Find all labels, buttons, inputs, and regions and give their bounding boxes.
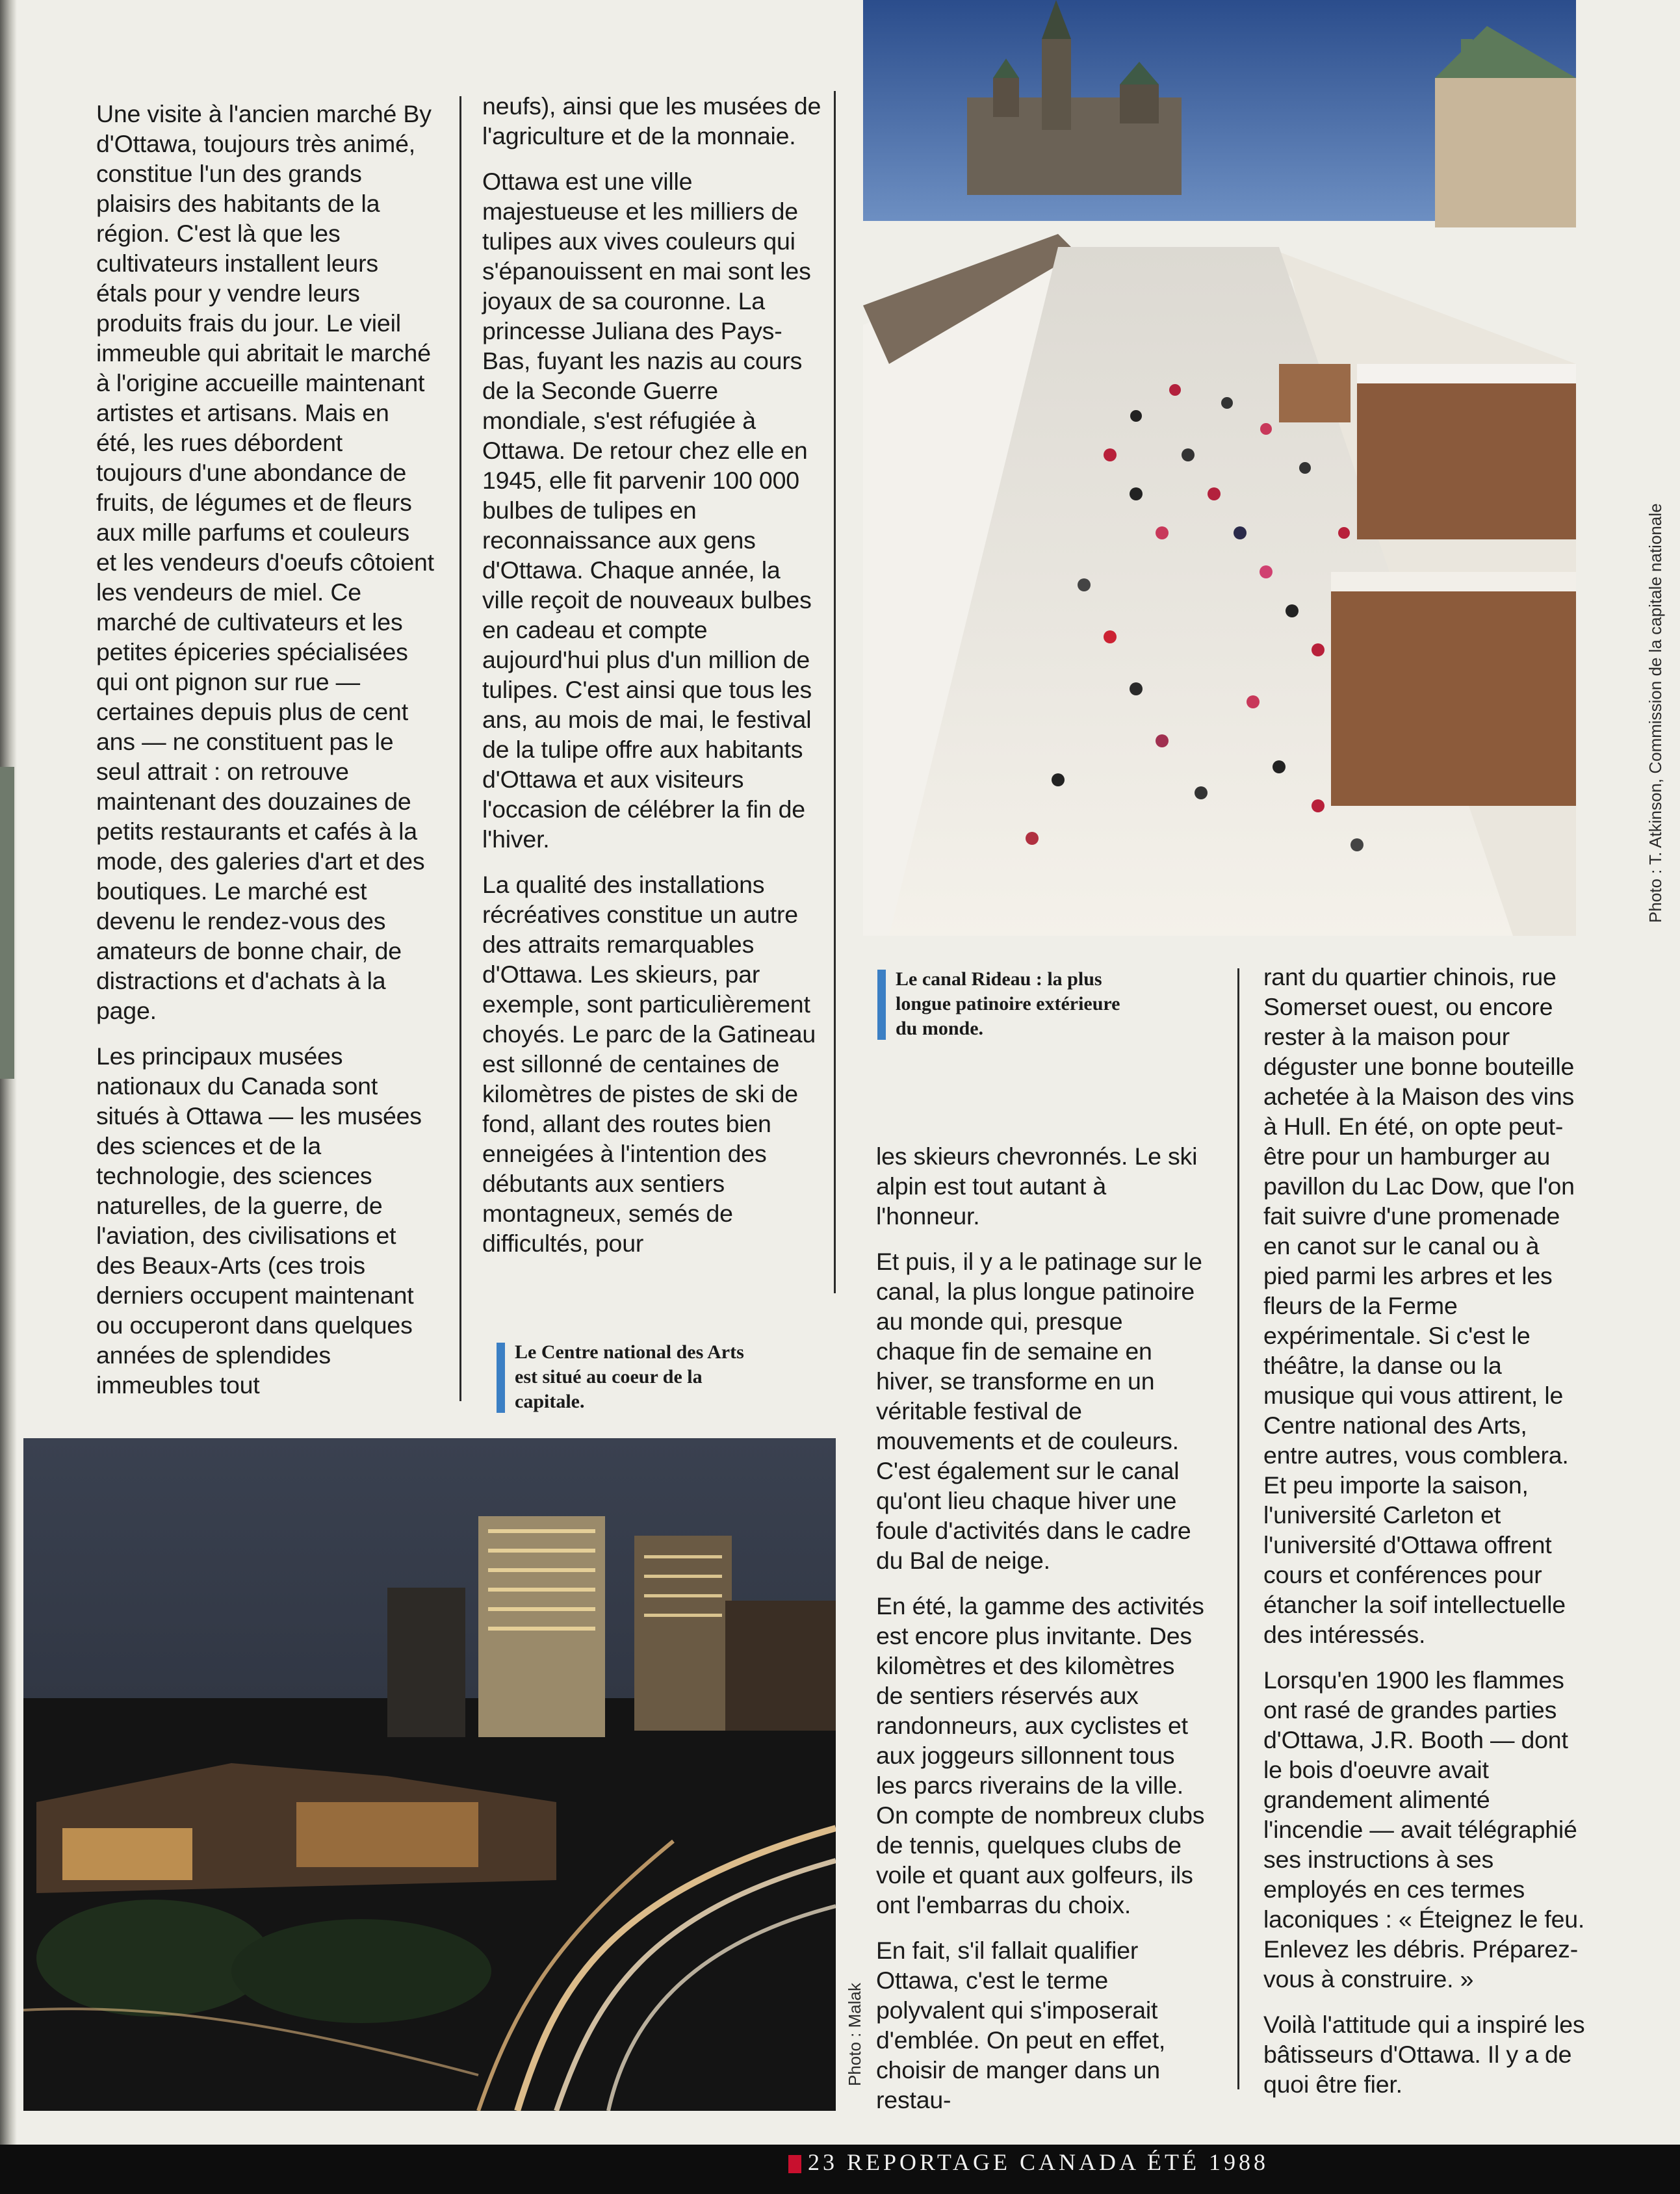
column-rule bbox=[1237, 968, 1239, 2089]
caption-bar bbox=[877, 970, 886, 1040]
paragraph: rant du quartier chinois, rue Somerset ouest, ou encore rester à la maison pour déguster une bonne bouteille achetée à la Maison des vins à Hull. En été, on opte peut-être pour un hamburger au pavillon du Lac Dow, que l'on fait suivre d'une promenade en canot sur le canal ou à pied parmi les arbres et les fleurs de la Ferme expérimentale. Si c'est le théâtre, la danse ou la musique qui vous attirent, le Centre national des Arts, entre autres, vous comblera. Et peu importe la saison, l'université Carleton et l'université d'Ottawa offrent cours et conférences pour étancher la soif intellectuelle des intéressés. bbox=[1263, 963, 1575, 1648]
paragraph: Et puis, il y a le patinage sur le canal, la plus longue patinoire au monde qui, presque chaque fin de semaine en hiver, se transforme en un véritable festival de mouvements et de couleurs. C'est également sur le canal qu'ont lieu chaque hiver une foule d'activités dans le cadre du Bal de neige. bbox=[876, 1248, 1202, 1574]
paragraph: Une visite à l'ancien marché By d'Ottawa, toujours très animé, constitue l'un des grands plaisirs des habitants de la région. C'est là que les cultivateurs installent leurs étals pour y vendre leurs produits frais du jour. Le vieil immeuble qui abritait le marché à l'origine accueille maintenant artistes et artisans. Mais en été, les rues débordent toujours d'une abondance de fruits, de légumes et de fleurs aux mille parfums et couleurs et les vendeurs d'oeufs côtoient les vendeurs de miel. Ce marché de cultivateurs et les petites épiceries spécialisées qui ont pignon sur rue — certaines depuis plus de cent ans — ne constituent pas le seul attrait : on retrouve maintenant des douzaines de petits restaurants et cafés à la mode, des galeries d'art et des boutiques. Le marché est devenu le rendez-vous des amateurs de bonne chair, de distractions et d'achats à la page. bbox=[96, 100, 434, 1024]
paragraph: les skieurs chevronnés. Le ski alpin est tout autant à l'honneur. bbox=[876, 1142, 1198, 1230]
caption-text: Le Centre national des Arts est situé au coeur de la capitale. bbox=[515, 1341, 744, 1412]
night-city-photo-graphic bbox=[23, 1438, 836, 2111]
previous-page-bleed bbox=[0, 767, 14, 1079]
paragraph: La qualité des installations récréatives constitue un autre des attraits remarquables d'Ottawa. Les skieurs, par exemple, sont particulièrement choyés. Le parc de la Gatineau est sillonné de centaines de kilomètres de pistes de ski de fond, allant des routes bien enneigées à l'intention des débutants aux sentiers montagneux, semés de difficultés, pour bbox=[482, 871, 816, 1257]
footer-red-mark bbox=[788, 2155, 801, 2173]
photo-credit-centre: Photo : Malak bbox=[845, 1983, 864, 2086]
paragraph: neufs), ainsi que les musées de l'agriculture et de la monnaie. bbox=[482, 92, 821, 149]
photo-caption-canal bbox=[877, 967, 1136, 1041]
caption-text: Le canal Rideau : la plus longue patinoire extérieure du monde. bbox=[896, 968, 1120, 1039]
caption-bar bbox=[497, 1343, 505, 1413]
column-rule bbox=[834, 91, 836, 1293]
article-column-2 bbox=[482, 91, 823, 1274]
photo-rideau-canal bbox=[863, 0, 1576, 936]
photo-credit-canal: Photo : T. Atkinson, Commission de la capitale nationale bbox=[1646, 503, 1665, 923]
paragraph: Voilà l'attitude qui a inspiré les bâtisseurs d'Ottawa. Il y a de quoi être fier. bbox=[1263, 2011, 1585, 2098]
magazine-title: REPORTAGE CANADA ÉTÉ 1988 bbox=[847, 2149, 1269, 2175]
page-number: 23 bbox=[808, 2149, 838, 2175]
column-rule bbox=[459, 96, 461, 1401]
page-footer bbox=[0, 2145, 1680, 2194]
page-spine bbox=[0, 0, 17, 2194]
article-column-3 bbox=[876, 1141, 1208, 2130]
footer-text bbox=[808, 2149, 1269, 2176]
article-column-1 bbox=[96, 99, 434, 1415]
paragraph: En fait, s'il fallait qualifier Ottawa, c'est le terme polyvalent qui s'imposerait d'emblée. On peut en effet, choisir de manger dans un restau- bbox=[876, 1937, 1166, 2113]
paragraph: En été, la gamme des activités est encore plus invitante. Des kilomètres et des kilomètres de sentiers réservés aux randonneurs, aux cyclistes et aux joggeurs sillonnent tous les parcs riverains de la ville. On compte de nombreux clubs de tennis, quelques clubs de voile et quant aux golfeurs, ils ont l'embarras du choix. bbox=[876, 1592, 1205, 1918]
canal-photo-graphic bbox=[863, 0, 1576, 936]
paragraph: Ottawa est une ville majestueuse et les milliers de tulipes aux vives couleurs qui s'épanouissent en mai sont les joyaux de sa couronne. La princesse Juliana des Pays-Bas, fuyant les nazis au cours de la Seconde Guerre mondiale, s'est réfugiée à Ottawa. De retour chez elle en 1945, elle fit parvenir 100 000 bulbes de tulipes en reconnaissance aux gens d'Ottawa. Chaque année, la ville reçoit de nouveaux bulbes en cadeau et compte aujourd'hui plus d'un million de tulipes. C'est ainsi que tous les ans, au mois de mai, le festival de la tulipe offre aux habitants d'Ottawa et aux visiteurs l'occasion de célébrer la fin de l'hiver. bbox=[482, 168, 812, 853]
article-column-4 bbox=[1263, 962, 1588, 2115]
paragraph: Les principaux musées nationaux du Canada sont situés à Ottawa — les musées des sciences et de la technologie, des sciences naturelles, de la guerre, de l'aviation, des civilisations et des Beaux-Arts (ces trois derniers occupent maintenant ou occuperont dans quelques années de splendides immeubles tout bbox=[96, 1042, 422, 1399]
photo-centre-national-arts bbox=[23, 1438, 836, 2111]
photo-caption-centre bbox=[497, 1340, 749, 1414]
paragraph: Lorsqu'en 1900 les flammes ont rasé de grandes parties d'Ottawa, J.R. Booth — dont le bois d'oeuvre avait grandement alimenté l'incendie — avait télégraphié ses instructions à ses employés en ces termes laconiques : « Éteignez le feu. Enlevez les débris. Préparez-vous à construire. » bbox=[1263, 1666, 1585, 1993]
